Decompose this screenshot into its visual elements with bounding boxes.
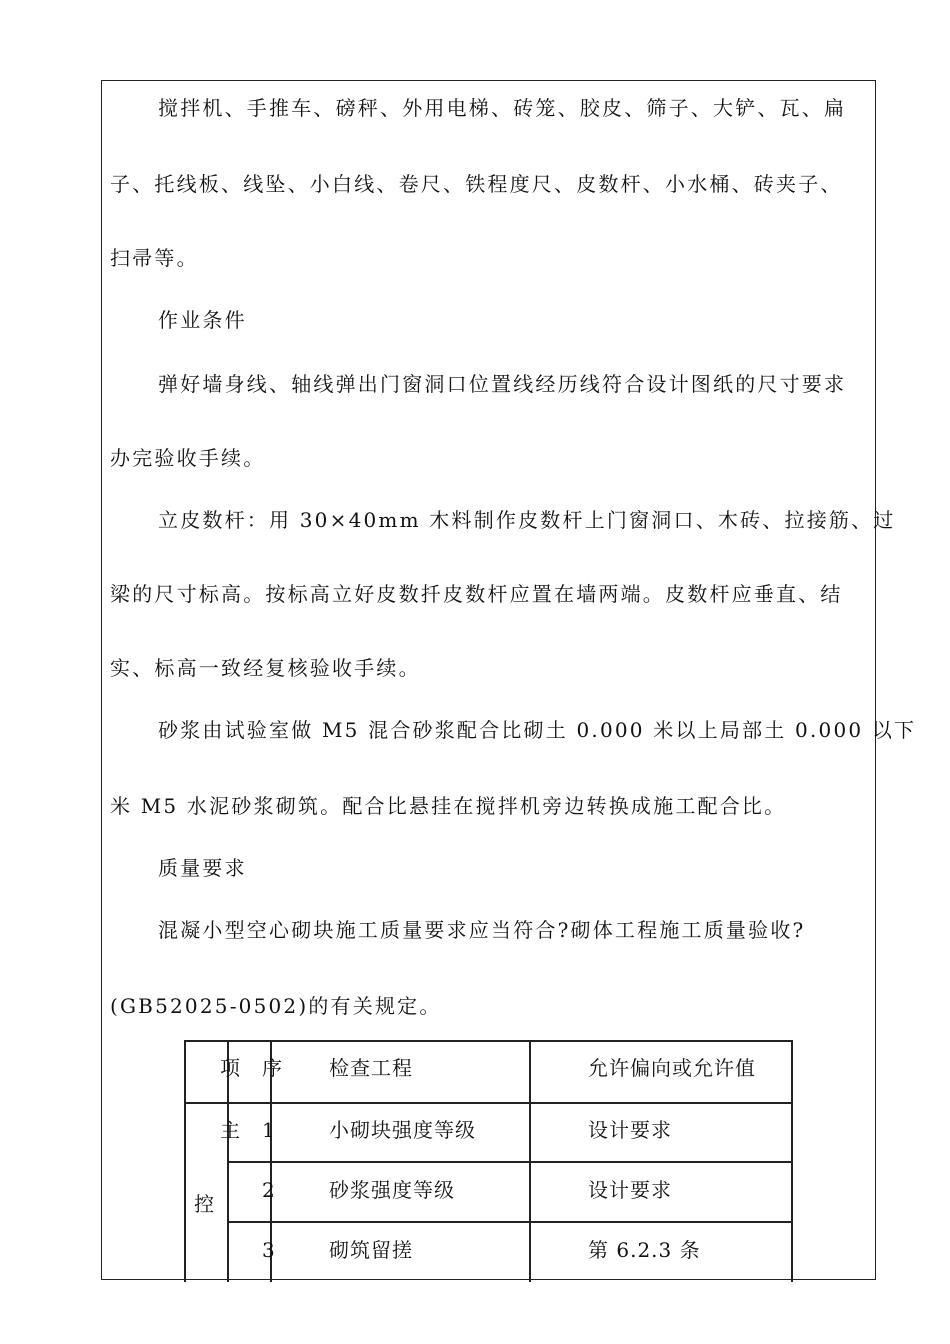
paragraph-line: (GB52025-0502)的有关规定。: [110, 994, 442, 1018]
paragraph-line: 办完验收手续。: [110, 446, 266, 470]
paragraph-line: 子、托线板、线坠、小白线、卷尺、铁程度尺、皮数杆、小水桶、砖夹子、: [110, 172, 843, 196]
paragraph-line: 梁的尺寸标高。按标高立好皮数扦皮数杆应置在墙两端。皮数杆应垂直、结: [110, 582, 843, 606]
table-row-item: 砂浆强度等级: [329, 1178, 455, 1202]
quality-table: [184, 1040, 793, 1282]
paragraph-line: 砂浆由试验室做 M5 混合砂浆配合比砌土 0.000 米以上局部土 0.000 以下: [158, 718, 917, 742]
paragraph-line: 混凝小型空心砌块施工质量要求应当符合?砌体工程施工质量验收?: [158, 918, 806, 942]
section-heading-quality: 质量要求: [158, 856, 247, 880]
table-row-no: 2: [262, 1178, 276, 1202]
table-row-value: 设计要求: [588, 1178, 672, 1202]
table-row-item: 小砌块强度等级: [329, 1118, 476, 1142]
paragraph-line: 实、标高一致经复核验收手续。: [110, 656, 421, 680]
section-heading-conditions: 作业条件: [158, 308, 247, 332]
paragraph-line: 弹好墙身线、轴线弹出门窗洞口位置线经历线符合设计图纸的尺寸要求: [158, 372, 847, 396]
table-row-value: 第 6.2.3 条: [588, 1238, 701, 1262]
table-row-value: 设计要求: [588, 1118, 672, 1142]
table-row-no: 3: [262, 1238, 276, 1262]
group-label-control: 控: [194, 1192, 215, 1216]
paragraph-line: 搅拌机、手推车、磅秤、外用电梯、砖笼、胶皮、筛子、大铲、瓦、扁: [158, 96, 847, 120]
table-row-item: 砌筑留搓: [329, 1238, 413, 1262]
table-header-seq: 序: [262, 1056, 283, 1080]
table-header-check: 检查工程: [329, 1056, 413, 1080]
paragraph-line: 立皮数杆：用 30×40mm 木料制作皮数杆上门窗洞口、木砖、拉接筋、过: [158, 508, 896, 532]
paragraph-line: 扫帚等。: [110, 246, 199, 270]
group-label-main: 主: [220, 1118, 241, 1142]
table-header-allowance: 允许偏向或允许值: [588, 1056, 756, 1080]
paragraph-line: 米 M5 水泥砂浆砌筑。配合比悬挂在搅拌机旁边转换成施工配合比。: [110, 794, 787, 818]
table-header-item: 项: [220, 1056, 241, 1080]
table-row-no: 1: [262, 1118, 276, 1142]
